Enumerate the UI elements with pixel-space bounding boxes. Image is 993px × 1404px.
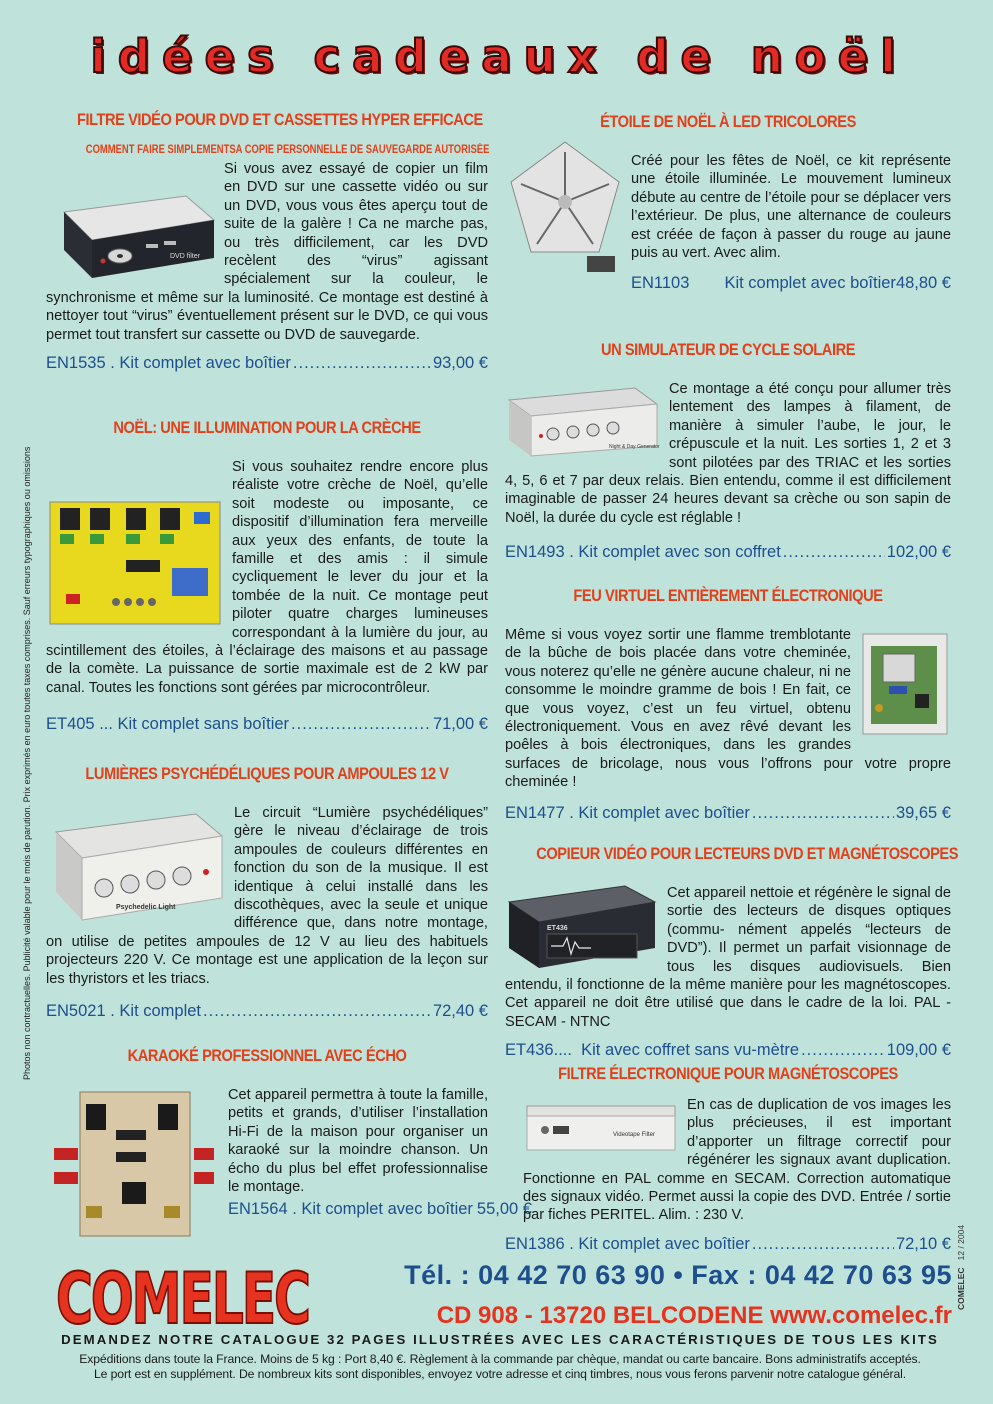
product-code: ET405 ... <box>46 715 113 734</box>
section-title: FILTRE VIDÉO POUR DVD ET CASSETTES HYPER EFFICACE <box>76 110 483 129</box>
leader-dots <box>752 1235 894 1254</box>
kit-label: Kit complet avec boîtier <box>119 354 291 373</box>
contact-address: CD 908 - 13720 BELCODENE www.comelec.fr <box>436 1302 952 1329</box>
product-photo-label: ET436 <box>547 925 568 932</box>
kit-label: Kit complet <box>119 1002 202 1021</box>
price: 48,80 € <box>895 274 951 293</box>
section-title: KARAOKÉ PROFESSIONNEL AVEC ÉCHO <box>127 1046 407 1065</box>
product-photo <box>46 1086 218 1246</box>
product-code: EN1564 <box>228 1200 288 1219</box>
price-line: EN1493 . Kit complet avec son coffret ..... 102,00 € <box>505 543 951 562</box>
product-section <box>505 586 951 823</box>
product-photo-label: DVD filter <box>170 253 200 260</box>
product-section <box>46 1046 532 1246</box>
product-description <box>505 152 951 262</box>
description-text: Cet appareil nettoie et régénère le signal de sortie des lecteurs de disques optiques (commu- nément appelés “lecteurs de DVD”). Il permet un parfait visionnage de tous les disques audiovisuels. Bien entendu, il fonctionne de la même manière pour les magnétoscopes. Cet appareil ne doit être utilisé que dans le cadre de la loi. PAL - SECAM - NTNC <box>505 885 951 1030</box>
section-title: LUMIÈRES PSYCHÉDÉLIQUES POUR AMPOULES 12 V <box>85 764 449 783</box>
price: 102,00 € <box>886 543 951 562</box>
price: 109,00 € <box>886 1041 951 1060</box>
product-description <box>46 804 488 988</box>
kit-label: Kit complet avec boîtier <box>578 1234 750 1253</box>
issue-stamp <box>956 1220 966 1310</box>
price-line: EN1477 . Kit complet avec boîtier ..... 39,65 € <box>505 804 951 823</box>
section-title: UN SIMULATEUR DE CYCLE SOLAIRE <box>600 340 856 359</box>
product-section <box>505 112 951 293</box>
product-photo <box>859 630 951 738</box>
price-line <box>46 715 488 734</box>
product-section <box>505 1064 951 1254</box>
section-title: ÉTOILE DE NOËL À LED TRICOLORES <box>600 112 856 131</box>
kit-label: Kit complet avec boîtier <box>724 274 896 293</box>
catalogue-offer: DEMANDEZ NOTRE CATALOGUE 32 PAGES ILLUSTRÉES AVEC LES CARACTÉRISTIQUES DE TOUS LES KITS <box>61 1332 939 1347</box>
price-line <box>505 1041 951 1060</box>
product-description <box>505 1096 951 1225</box>
kit-label: Kit complet sans boîtier <box>117 715 290 734</box>
product-description <box>505 626 951 792</box>
product-photo-label: Videotape Filter <box>613 1132 655 1138</box>
price-line <box>631 274 951 293</box>
page-title: idées cadeaux de noël <box>90 30 908 83</box>
product-code: EN1103 <box>631 274 690 293</box>
product-section <box>505 340 951 562</box>
price-line: EN5021 . Kit complet ..... 72,40 € <box>46 1002 488 1021</box>
leader-dots <box>291 715 431 734</box>
leader-dots <box>801 1041 885 1060</box>
product-section <box>46 764 488 1021</box>
product-photo <box>505 382 661 458</box>
kit-label: Kit avec coffret sans vu-mètre <box>581 1041 800 1060</box>
price-line: EN1564 . Kit complet avec boîtier 55,00 € <box>228 1200 532 1219</box>
description-text: Même si vous voyez sortir une flamme tremblotante de la bûche de bois placée dans votre cheminée, vous noterez qu’elle ne génère aucune chaleur, ni ne consomme le moindre gramme de bois ! En fait, ce que vous voyez, c’est un feu virtuel, obtenu électroniquement. Vous en avez rêvé devant les poêles à bois électroniques, dans les grandes surfaces de bricolage, nous vous l’offrons pour votre propre cheminée ! <box>505 627 951 791</box>
product-photo-label: Psychedelic Light <box>116 904 176 911</box>
price: 55,00 € <box>476 1200 532 1219</box>
legal-note: Photos non contractuelles. Publicité valable pour le mois de parution. Prix exprimés en euro toutes taxes comprises. Sauf erreurs typographiques ou omissions <box>22 446 32 1080</box>
product-code: ET436.... <box>505 1041 572 1060</box>
leader-dots <box>783 543 885 562</box>
product-code: EN1535 <box>46 354 106 373</box>
price-line: EN1535 . Kit complet avec boîtier ..... 93,00 € <box>46 354 488 373</box>
product-description <box>46 1086 488 1196</box>
leader-dots <box>293 354 431 373</box>
product-code: EN1477 <box>505 803 565 822</box>
product-photo <box>46 808 226 924</box>
brand-logo: COMELEC <box>56 1258 309 1340</box>
price: 39,65 € <box>895 803 951 822</box>
description-text: Cet appareil permettra à toute la famille, petits et grands, d’utiliser l’installation Hi-Fi de la maison pour organiser un karaoké sur la moindre chanson. Un écho du plus bel effet professionnalise le montage. <box>228 1087 488 1196</box>
product-description <box>46 160 488 344</box>
stamp-date: 12 / 2004 <box>956 1224 966 1261</box>
price: 71,00 € <box>432 715 488 734</box>
product-code: EN1493 <box>505 543 565 562</box>
description-text: Si vous souhaitez rendre encore plus réaliste votre crèche de Noël, qu’elle soit modeste ou imposante, ce dispositif d’illumination fera merveille aux yeux des enfants, de toute la famille et des amis : il simule cycliquement le lever du jour et la tombée de la nuit. Ce montage peut piloter quatre charges lumineuses correspondant à la lumière du jour, au scintillement des étoiles, à l’éclairage des maisons et au passage de la comète. La puissance de sortie maximale est de 2 kW par canal. Toutes les fonctions sont gérées par microcontrôleur. <box>46 459 488 696</box>
product-description <box>505 884 951 1031</box>
product-photo <box>505 138 623 278</box>
product-photo <box>46 498 224 628</box>
kit-label: Kit complet avec son coffret <box>578 543 781 562</box>
leader-dots <box>752 804 894 823</box>
description-text: Le circuit “Lumière psychédéliques” gère le niveau d’éclairage de trois ampoules de couleurs différentes en fonction du son de la musique. Il est identique à celui installé dans les discothèques, avec la seule et unique différence que, dans notre montage, on utilise de petites ampoules de 12 V au lieu des habituels projecteurs 220 V. Ce montage est une application de la leçon sur les thyristors et les triacs. <box>46 805 488 987</box>
leader-dots <box>203 1002 431 1021</box>
section-subtitle: COMMENT FAIRE SIMPLEMENTSA COPIE PERSONNELLE DE SAUVEGARDE AUTORISÉE <box>85 144 490 156</box>
product-photo <box>523 1100 679 1156</box>
product-section <box>46 418 488 734</box>
product-description <box>505 380 951 527</box>
shipping-info: Expéditions dans toute la France. Moins de 5 kg : Port 8,40 €. Règlement à la commande par chèque, mandat ou carte bancaire. Bons administratifs acceptés. <box>79 1352 921 1366</box>
description-text: Ce montage a été conçu pour allumer très lentement des lampes à filament, de manière à simuler l’aube, le jour, le crépuscule et la nuit. Les sorties 1, 2 et 3 sont pilotées par des TRIAC et les sorties 4, 5, 6 et 7 par deux relais. Bien entendu, comme il est difficilement imaginable de passer 24 heures devant sa crèche ou son sapin de Noël, la durée du cycle est réglable ! <box>505 381 951 526</box>
description-text: En cas de duplication de vos images les plus précieuses, il est important d’apporter un filtrage correctif pour régénérer les signaux avant duplication. Fonctionne en PAL comme en SECAM. Correction automatique des signaux vidéo. Permet aussi la copie des DVD. Entrée / sortie par fiches PERITEL. Alim. : 230 V. <box>523 1097 951 1224</box>
kit-label: Kit complet avec boîtier <box>301 1200 473 1219</box>
description-text: Créé pour les fêtes de Noël, ce kit représente une étoile illuminée. Le mouvement lumineux débute au centre de l’étoile pour se déplacer vers l’extérieur. De plus, une alternance de couleurs est créée de façon à passer du rouge au jaune puis au vert. Avec alim. <box>631 153 951 262</box>
stamp-brand: COMELEC <box>956 1267 966 1310</box>
product-code: EN1386 <box>505 1234 565 1253</box>
section-title: FEU VIRTUEL ENTIÈREMENT ÉLECTRONIQUE <box>573 586 883 605</box>
product-section <box>46 110 488 373</box>
product-photo <box>46 182 216 286</box>
description-text: Si vous avez essayé de copier un film en DVD sur une cassette vidéo ou sur un DVD, vous vous êtes aperçu tout de suite de la galère ! Ca ne marche pas, ou très difficilement, car les DVD recèlent des “virus” agissant spécialement sur la couleur, le synchronisme et même sur la luminosité. Ce montage est destiné à nettoyer tout “virus” éventuellement présent sur le DVD, ce qui vous permet tout transfert sur cassette ou DVD de sauvegarde. <box>46 161 488 343</box>
product-code: EN5021 <box>46 1002 106 1021</box>
kit-label: Kit complet avec boîtier <box>578 803 750 822</box>
product-photo <box>505 882 659 972</box>
contact-phone: Tél. : 04 42 70 63 90 • Fax : 04 42 70 63 95 <box>404 1260 952 1290</box>
price: 93,00 € <box>432 354 488 373</box>
product-description <box>46 458 488 697</box>
shipping-info: Le port est en supplément. De nombreux kits sont disponibles, envoyez votre adresse et cinq timbres, nous vous ferons parvenir notre catalogue général. <box>93 1367 907 1381</box>
section-title: NOËL: UNE ILLUMINATION POUR LA CRÈCHE <box>113 418 421 437</box>
price-line: EN1386 . Kit complet avec boîtier ..... 72,10 € <box>505 1235 951 1254</box>
section-title: COPIEUR VIDÉO POUR LECTEURS DVD ET MAGNÉTOSCOPES <box>536 844 959 863</box>
price: 72,40 € <box>432 1002 488 1021</box>
price: 72,10 € <box>895 1234 951 1253</box>
product-photo-label: Night & Day Generator <box>609 444 660 450</box>
section-title: FILTRE ÉLECTRONIQUE POUR MAGNÉTOSCOPES <box>558 1064 898 1083</box>
product-section <box>505 844 959 1060</box>
